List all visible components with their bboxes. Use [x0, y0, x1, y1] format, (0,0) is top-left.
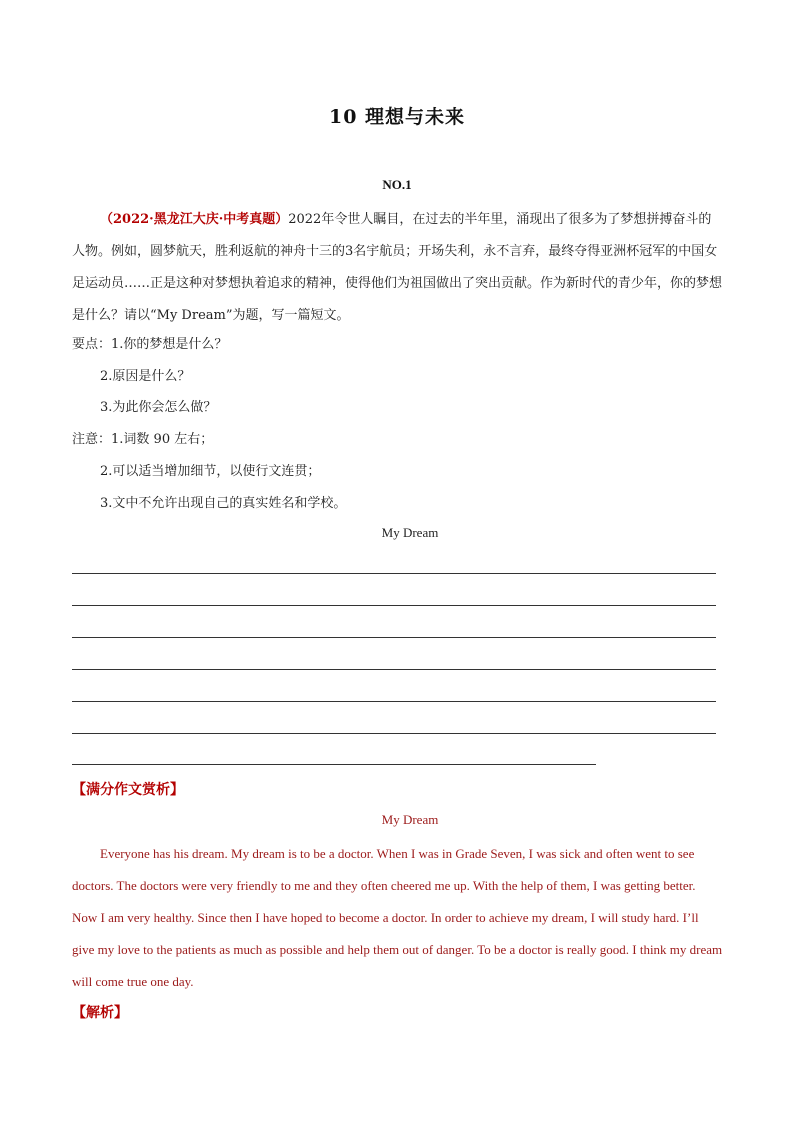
page-title: 10 理想与未来 [328, 106, 466, 128]
points-item-3: 3.为此你会怎么做？ [100, 400, 217, 415]
writing-line[interactable] [72, 669, 716, 670]
analysis-heading: 【解析】 [72, 1005, 128, 1021]
question-number: NO.1 [382, 177, 412, 192]
writing-line[interactable] [72, 733, 716, 734]
prompt-text: 2022年令世人瞩目，在过去的半年里，涌现出了很多为了梦想拼搏奋斗的人物。例如，圆梦航天，胜利返航的神舟十三的3名宇航员；开场失利，永不言弃，最终夺得亚洲杯冠军的中国女足运动员……正是这种对梦想执着追求的精神，使得他们为祖国做出了突出贡献。作为新时代的青少年，你的梦想是什么？请以“My Dream”为题，写一篇短文。 [72, 212, 723, 323]
writing-line[interactable] [72, 573, 716, 574]
writing-line[interactable] [72, 605, 716, 606]
writing-line[interactable] [72, 764, 596, 765]
writing-line[interactable] [72, 701, 716, 702]
prompt-paragraph [72, 204, 722, 332]
model-essay-heading: 【满分作文赏析】 [72, 782, 184, 798]
points-label: 要点： [72, 337, 112, 352]
writing-title: My Dream [381, 525, 439, 540]
prompt-source: （2022·黑龙江大庆·中考真题） [100, 212, 289, 227]
notes-item-2: 2.可以适当增加细节，以使行文连贯； [100, 464, 321, 479]
writing-line[interactable] [72, 637, 716, 638]
notes-item-3: 3.文中不允许出现自己的真实姓名和学校。 [100, 496, 347, 511]
model-essay-body [72, 838, 724, 998]
notes-item-1: 注意：1.词数 90 左右； [72, 432, 214, 447]
notes-label: 注意： [72, 432, 112, 447]
model-essay-text: Everyone has his dream. My dream is to be a doctor. When I was in Grade Seven, I was sick and often went to see doctors. The doctors were very friendly to me and they often cheered me up. With the help of them, I was getting better. Now I am very healthy. Since then I have hoped to become a doctor. In order to achieve my dream, I will study hard. I’ll give my love to the patients as much as possible and help them out of danger. To be a doctor is really good. I think my dream will come true one day. [72, 846, 723, 989]
model-essay-title: My Dream [381, 812, 439, 827]
points-item-1: 要点：1.你的梦想是什么？ [72, 337, 228, 352]
points-item-2: 2.原因是什么？ [100, 369, 191, 384]
